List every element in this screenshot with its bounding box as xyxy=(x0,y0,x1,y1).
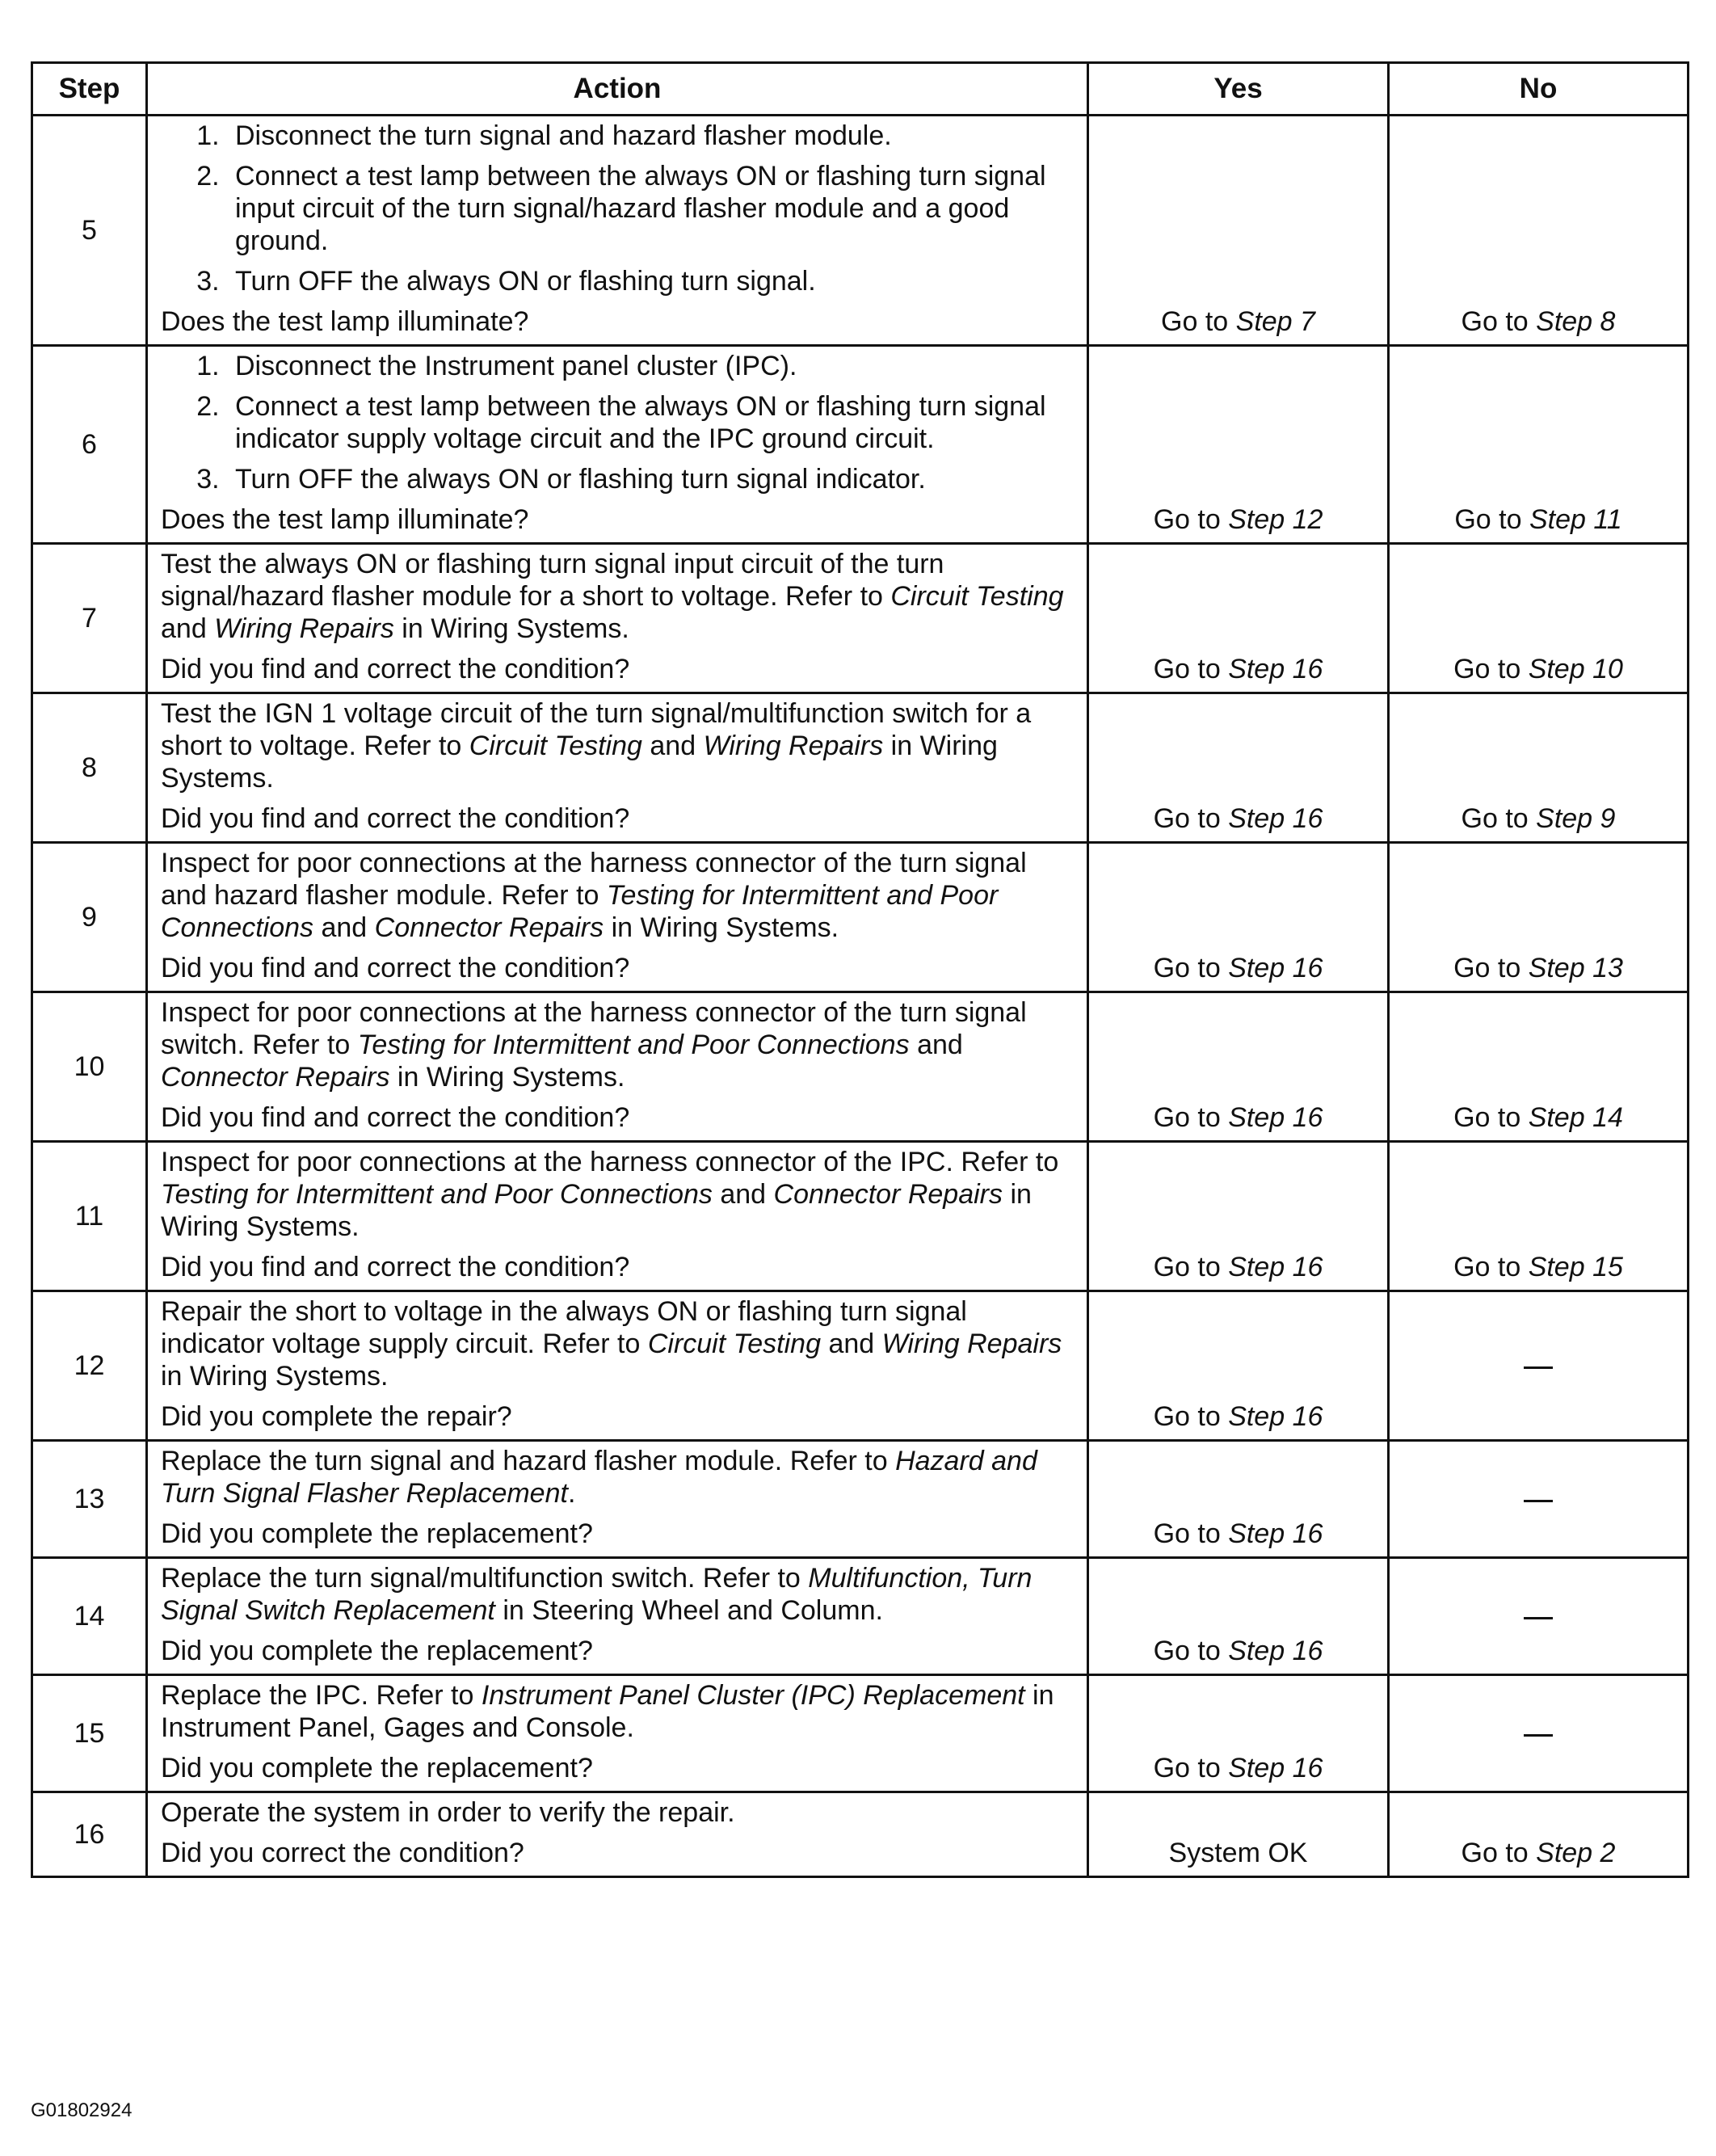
action-text-segment: and xyxy=(909,1030,963,1060)
action-text-segment: in Instrument Panel, Gages and Console. xyxy=(161,1680,1054,1743)
action-cell xyxy=(147,1558,1088,1675)
step-reference: Step 10 xyxy=(1528,654,1623,684)
action-cell xyxy=(147,1792,1088,1877)
action-text-segment: in Wiring Systems. xyxy=(604,912,839,943)
table-row xyxy=(32,843,1689,992)
question-text: Did you complete the repair? xyxy=(161,1401,512,1432)
step-number: 5 xyxy=(32,116,147,346)
yes-result xyxy=(1088,116,1389,346)
table-row xyxy=(32,693,1689,843)
action-text-segment: Inspect for poor connections at the harness connector of the turn signal switch. Refer to xyxy=(161,997,1027,1060)
result-text: Go to xyxy=(1453,1102,1529,1133)
action-list xyxy=(161,350,1075,495)
question-text: Did you complete the replacement? xyxy=(161,1753,593,1783)
action-list-item: 1. Disconnect the turn signal and hazard flasher module. xyxy=(227,120,1075,152)
reference-link-text: Circuit Testing xyxy=(647,1329,822,1359)
header-no: No xyxy=(1389,63,1689,116)
table-row xyxy=(32,992,1689,1142)
reference-link-text: Multifunction, Turn Signal Switch Replacement xyxy=(161,1563,1033,1626)
no-result xyxy=(1389,1142,1689,1291)
step-number: 11 xyxy=(32,1142,147,1291)
action-text xyxy=(161,1445,1075,1510)
action-cell xyxy=(147,843,1088,992)
table-row xyxy=(32,116,1689,346)
result-text: Go to xyxy=(1153,1102,1229,1133)
action-text xyxy=(161,1796,1075,1829)
table-row xyxy=(32,1291,1689,1441)
action-text-segment: Test the IGN 1 voltage circuit of the turn signal/multifunction switch for a short to voltage. Refer to xyxy=(161,698,1032,761)
result-text: Go to xyxy=(1454,504,1529,535)
step-reference: Step 11 xyxy=(1529,504,1622,535)
table-row xyxy=(32,544,1689,693)
action-cell xyxy=(147,1291,1088,1441)
action-list-item: 1. Disconnect the Instrument panel cluster (IPC). xyxy=(227,350,1075,382)
step-reference: Step 7 xyxy=(1235,306,1315,337)
yes-result xyxy=(1088,1441,1389,1558)
header-row xyxy=(32,63,1689,116)
no-result xyxy=(1389,544,1689,693)
table-row xyxy=(32,1792,1689,1877)
step-reference: Step 2 xyxy=(1536,1838,1616,1868)
result-text: Go to xyxy=(1153,1636,1229,1666)
question-text: Did you find and correct the condition? xyxy=(161,1252,630,1282)
yes-result xyxy=(1088,843,1389,992)
header-yes: Yes xyxy=(1088,63,1389,116)
question-text: Did you find and correct the condition? xyxy=(161,654,630,684)
step-number: 15 xyxy=(32,1675,147,1792)
header-action: Action xyxy=(147,63,1088,116)
question-text: Did you correct the condition? xyxy=(161,1838,524,1868)
step-number: 8 xyxy=(32,693,147,843)
step-reference: Step 12 xyxy=(1228,504,1323,535)
table-body xyxy=(32,116,1689,1877)
yes-result xyxy=(1088,1142,1389,1291)
no-result xyxy=(1389,1558,1689,1675)
no-result xyxy=(1389,116,1689,346)
yes-result xyxy=(1088,1558,1389,1675)
yes-result xyxy=(1088,544,1389,693)
action-text-segment: in Wiring Systems. xyxy=(161,1179,1032,1242)
action-text xyxy=(161,1679,1075,1744)
reference-link-text: Wiring Repairs xyxy=(214,613,394,644)
action-text-segment: Inspect for poor connections at the harness connector of the turn signal and hazard flasher module. Refer to xyxy=(161,848,1027,911)
step-number: 12 xyxy=(32,1291,147,1441)
step-reference: Step 16 xyxy=(1228,1518,1323,1549)
yes-result xyxy=(1088,1291,1389,1441)
action-text-segment: and xyxy=(712,1179,774,1210)
result-text: System OK xyxy=(1168,1838,1308,1868)
action-cell xyxy=(147,346,1088,544)
no-result xyxy=(1389,1792,1689,1877)
step-number: 16 xyxy=(32,1792,147,1877)
result-text: Go to xyxy=(1461,803,1537,834)
no-result xyxy=(1389,843,1689,992)
step-reference: Step 16 xyxy=(1228,803,1323,834)
action-text-segment: in Wiring Systems. xyxy=(161,1361,389,1392)
yes-result xyxy=(1088,1792,1389,1877)
result-text: Go to xyxy=(1453,953,1529,983)
reference-link-text: Testing for Intermittent and Poor Connections xyxy=(161,1179,713,1210)
step-number: 13 xyxy=(32,1441,147,1558)
step-reference: Step 16 xyxy=(1228,953,1323,983)
result-text: Go to xyxy=(1161,306,1236,337)
step-number: 14 xyxy=(32,1558,147,1675)
em-dash xyxy=(1524,1617,1553,1619)
question-text: Did you find and correct the condition? xyxy=(161,953,630,983)
action-text-segment: in Steering Wheel and Column. xyxy=(494,1595,883,1626)
result-text: Go to xyxy=(1453,654,1529,684)
no-result xyxy=(1389,346,1689,544)
action-text-segment: Test the always ON or flashing turn signal input circuit of the turn signal/hazard flasher module for a short to voltage. Refer to xyxy=(161,549,944,612)
action-text-segment: in Wiring Systems. xyxy=(389,1062,625,1093)
reference-link-text: Circuit Testing xyxy=(469,731,642,761)
action-text-segment: Repair the short to voltage in the always ON or flashing turn signal indicator voltage supply circuit. Refer to xyxy=(161,1296,967,1359)
result-text: Go to xyxy=(1153,953,1229,983)
action-text-segment: Replace the IPC. Refer to xyxy=(161,1680,482,1711)
question-text: Does the test lamp illuminate? xyxy=(161,504,529,535)
no-result xyxy=(1389,1441,1689,1558)
em-dash xyxy=(1524,1366,1553,1369)
action-text xyxy=(161,1295,1075,1392)
reference-link-text: Connector Repairs xyxy=(161,1062,390,1093)
table-row xyxy=(32,1558,1689,1675)
step-reference: Step 15 xyxy=(1528,1252,1623,1282)
action-text-segment: and xyxy=(161,613,215,644)
action-list-item: 3. Turn OFF the always ON or flashing turn signal. xyxy=(227,265,1075,297)
action-list-item: 2. Connect a test lamp between the always ON or flashing turn signal indicator supply voltage circuit and the IPC ground circuit. xyxy=(227,390,1075,455)
action-text-segment: Replace the turn signal/multifunction switch. Refer to xyxy=(161,1563,809,1594)
result-text: Go to xyxy=(1153,654,1229,684)
step-number: 7 xyxy=(32,544,147,693)
action-text-segment: and xyxy=(821,1329,882,1359)
step-reference: Step 14 xyxy=(1528,1102,1623,1133)
action-text xyxy=(161,548,1075,645)
no-result xyxy=(1389,693,1689,843)
reference-link-text: Testing for Intermittent and Poor Connections xyxy=(357,1030,910,1060)
reference-link-text: Connector Repairs xyxy=(374,912,604,943)
step-number: 10 xyxy=(32,992,147,1142)
action-text-segment: and xyxy=(313,912,375,943)
action-cell xyxy=(147,1441,1088,1558)
result-text: Go to xyxy=(1453,1252,1529,1282)
yes-result xyxy=(1088,992,1389,1142)
result-text: Go to xyxy=(1461,306,1537,337)
action-text-segment: in Wiring Systems. xyxy=(161,731,998,794)
action-text xyxy=(161,996,1075,1093)
step-reference: Step 13 xyxy=(1528,953,1623,983)
action-list-item: 3. Turn OFF the always ON or flashing turn signal indicator. xyxy=(227,463,1075,495)
action-text xyxy=(161,847,1075,944)
action-cell xyxy=(147,1142,1088,1291)
action-text xyxy=(161,1146,1075,1243)
em-dash xyxy=(1524,1734,1553,1737)
result-text: Go to xyxy=(1153,803,1229,834)
action-text-segment: Inspect for poor connections at the harness connector of the IPC. Refer to xyxy=(161,1147,1059,1177)
diagnostic-table xyxy=(31,61,1689,1878)
step-reference: Step 9 xyxy=(1536,803,1616,834)
question-text: Did you find and correct the condition? xyxy=(161,1102,630,1133)
no-result xyxy=(1389,992,1689,1142)
header-step: Step xyxy=(32,63,147,116)
no-result xyxy=(1389,1291,1689,1441)
action-text-segment: Replace the turn signal and hazard flasher module. Refer to xyxy=(161,1446,896,1476)
action-cell xyxy=(147,1675,1088,1792)
step-number: 6 xyxy=(32,346,147,544)
step-reference: Step 16 xyxy=(1228,1401,1323,1432)
reference-link-text: Connector Repairs xyxy=(773,1179,1003,1210)
reference-link-text: Hazard and Turn Signal Flasher Replacement xyxy=(161,1446,1037,1509)
yes-result xyxy=(1088,346,1389,544)
step-number: 9 xyxy=(32,843,147,992)
question-text: Did you complete the replacement? xyxy=(161,1636,593,1666)
yes-result xyxy=(1088,693,1389,843)
action-list-item: 2. Connect a test lamp between the always ON or flashing turn signal input circuit of the turn signal/hazard flasher module and a good ground. xyxy=(227,160,1075,257)
table-row xyxy=(32,1142,1689,1291)
reference-link-text: Circuit Testing xyxy=(890,581,1064,612)
result-text: Go to xyxy=(1153,1518,1229,1549)
question-text: Does the test lamp illuminate? xyxy=(161,306,529,337)
action-text-segment: and xyxy=(641,731,704,761)
reference-link-text: Wiring Repairs xyxy=(703,731,884,761)
action-cell xyxy=(147,693,1088,843)
table-row xyxy=(32,1675,1689,1792)
step-reference: Step 8 xyxy=(1536,306,1616,337)
em-dash xyxy=(1524,1500,1553,1502)
action-text-segment: Operate the system in order to verify the repair. xyxy=(161,1797,735,1828)
action-list xyxy=(161,120,1075,297)
question-text: Did you find and correct the condition? xyxy=(161,803,630,834)
step-reference: Step 16 xyxy=(1228,1753,1323,1783)
no-result xyxy=(1389,1675,1689,1792)
action-text xyxy=(161,1562,1075,1627)
action-text-segment: . xyxy=(567,1478,576,1509)
action-text-segment: in Wiring Systems. xyxy=(393,613,629,644)
figure-id: G01802924 xyxy=(31,2099,132,2121)
result-text: Go to xyxy=(1153,1401,1229,1432)
table-row xyxy=(32,346,1689,544)
result-text: Go to xyxy=(1461,1838,1537,1868)
table-row xyxy=(32,1441,1689,1558)
action-cell xyxy=(147,544,1088,693)
action-cell xyxy=(147,992,1088,1142)
reference-link-text: Wiring Repairs xyxy=(881,1329,1062,1359)
reference-link-text: Instrument Panel Cluster (IPC) Replacement xyxy=(481,1680,1025,1711)
step-reference: Step 16 xyxy=(1228,1102,1323,1133)
result-text: Go to xyxy=(1153,504,1229,535)
reference-link-text: Testing for Intermittent and Poor Connections xyxy=(161,880,999,943)
question-text: Did you complete the replacement? xyxy=(161,1518,593,1549)
action-text xyxy=(161,697,1075,794)
yes-result xyxy=(1088,1675,1389,1792)
step-reference: Step 16 xyxy=(1228,654,1323,684)
result-text: Go to xyxy=(1153,1753,1229,1783)
step-reference: Step 16 xyxy=(1228,1636,1323,1666)
step-reference: Step 16 xyxy=(1228,1252,1323,1282)
action-cell xyxy=(147,116,1088,346)
result-text: Go to xyxy=(1153,1252,1229,1282)
